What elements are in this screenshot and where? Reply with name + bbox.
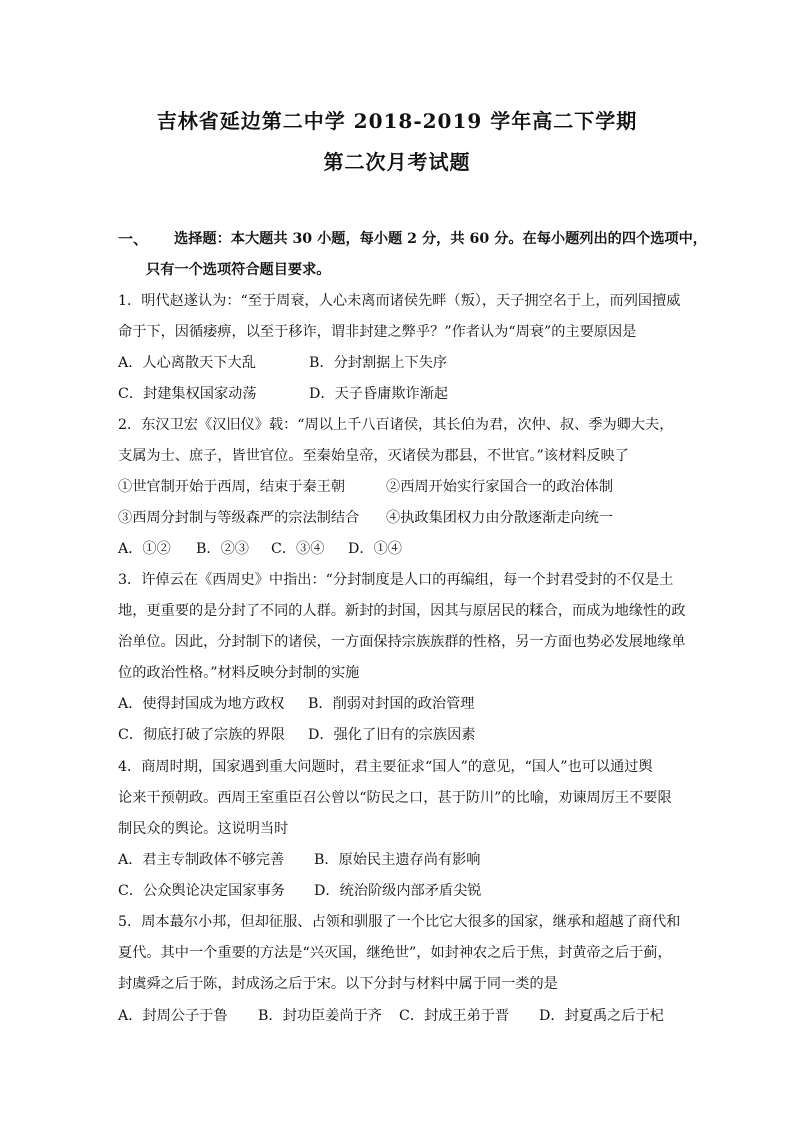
question-2-option-b[interactable]: B．②③	[196, 541, 249, 557]
question-1-stem-line-2: 命于下，因循痿痹，以至于移诈，谓非封建之弊乎？”作者认为“周衰”的主要原因是	[118, 324, 637, 340]
question-2-option-a[interactable]: A．①②	[118, 541, 171, 557]
question-1-option-c[interactable]: C．封建集权国家动荡	[118, 386, 257, 402]
question-2-statement-3: ③西周分封制与等级森严的宗法制结合	[118, 510, 360, 526]
question-4-stem-line-1: 4．商周时期，国家遇到重大问题时，君主要征求“国人”的意见，“国人”也可以通过舆	[118, 759, 653, 775]
question-3-option-d[interactable]: D．强化了旧有的宗族因素	[308, 727, 476, 743]
exam-subtitle: 第二次月考试题	[323, 150, 471, 174]
question-2-option-c[interactable]: C．③④	[271, 541, 325, 557]
question-3-option-b[interactable]: B．削弱对封国的政治管理	[308, 696, 475, 712]
question-4-stem-line-3: 制民众的舆论。这说明当时	[118, 821, 289, 837]
question-1-option-a[interactable]: A．人心离散天下大乱	[118, 355, 256, 371]
exam-title: 吉林省延边第二中学 2018-2019 学年高二下学期	[156, 109, 638, 133]
question-5-stem-line-1: 5．周本蕞尔小邦，但却征服、占领和驯服了一个比它大很多的国家，继承和超越了商代和	[118, 914, 681, 930]
question-5-stem-line-2: 夏代。其中一个重要的方法是“兴灭国，继绝世”，如封神农之后于焦，封黄帝之后于蓟，	[118, 945, 672, 961]
question-4-stem-line-2: 论来干预朝政。西周王室重臣召公曾以“防民之口，甚于防川”的比喻，劝谏周厉王不要限	[118, 790, 672, 806]
question-1-option-d[interactable]: D．天子昏庸欺诈渐起	[309, 386, 449, 402]
question-3-option-a[interactable]: A．使得封国成为地方政权	[118, 696, 285, 712]
question-1-option-b[interactable]: B．分封割据上下失序	[309, 355, 448, 371]
question-2-statement-1: ①世官制开始于西周，结束于秦王朝	[118, 479, 346, 495]
question-2-option-d[interactable]: D．①④	[348, 541, 402, 557]
question-5-option-b[interactable]: B．封功臣姜尚于齐	[258, 1008, 382, 1024]
question-3-stem-line-1: 3．许倬云在《西周史》中指出：“分封制度是人口的再编组，每一个封君受封的不仅是土	[118, 572, 674, 588]
question-3-stem-line-2: 地，更重要的是分封了不同的人群。新封的封国，因其与原居民的糅合，而成为地缘性的政	[118, 603, 686, 619]
question-3-stem-line-4: 位的政治性格。”材料反映分封制的实施	[118, 665, 360, 681]
question-3-stem-line-3: 治单位。因此，分封制下的诸侯，一方面保持宗族族群的性格，另一方面也势必发展地缘单	[118, 634, 686, 650]
question-4-option-b[interactable]: B．原始民主遗存尚有影响	[314, 852, 481, 868]
question-4-option-c[interactable]: C．公众舆论决定国家事务	[118, 883, 285, 899]
section-instruction-line2: 只有一个选项符合题目要求。	[146, 262, 331, 278]
section-number: 一、	[118, 230, 149, 248]
question-4-option-a[interactable]: A．君主专制政体不够完善	[118, 852, 285, 868]
question-3-option-c[interactable]: C．彻底打破了宗族的界限	[118, 727, 285, 743]
question-4-option-d[interactable]: D．统治阶级内部矛盾尖锐	[314, 883, 482, 899]
section-instruction-line1: 选择题：本大题共 30 小题，每小题 2 分，共 60 分。在每小题列出的四个选项中，	[174, 231, 707, 247]
question-5-option-c[interactable]: C．封成王弟于晋	[399, 1008, 510, 1024]
question-2-statement-4: ④执政集团权力由分散逐渐走向统一	[386, 510, 614, 526]
question-2-stem-line-2: 支属为士、庶子，皆世官位。至秦始皇帝，灭诸侯为郡县，不世官。”该材料反映了	[118, 448, 629, 464]
question-2-statement-2: ②西周开始实行家国合一的政治体制	[386, 479, 614, 495]
question-5-stem-line-3: 封虞舜之后于陈，封成汤之后于宋。以下分封与材料中属于同一类的是	[118, 976, 558, 992]
question-2-stem-line-1: 2．东汉卫宏《汉旧仪》载：“周以上千八百诸侯，其长伯为君，次仲、叔、季为卿大夫，	[118, 417, 674, 433]
question-5-option-a[interactable]: A．封周公子于鲁	[118, 1008, 228, 1024]
question-1-stem-line-1: 1．明代赵遂认为：“至于周衰，人心未离而诸侯先畔（叛），天子拥空名于上，而列国擅威	[118, 293, 681, 309]
question-5-option-d[interactable]: D．封夏禹之后于杞	[539, 1008, 664, 1024]
